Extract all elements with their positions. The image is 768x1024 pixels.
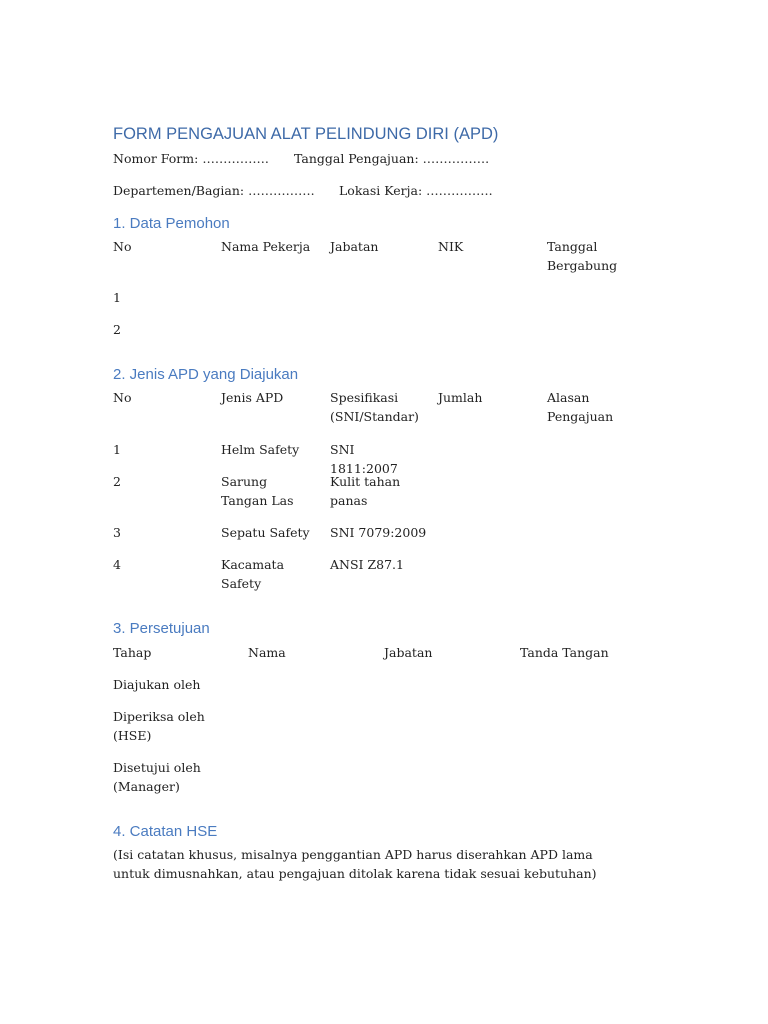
header-cell: Jabatan xyxy=(384,645,433,660)
header-cell: Tanda Tangan xyxy=(520,645,609,660)
row-number: 3 xyxy=(113,525,121,540)
tahap-cell: Diajukan oleh xyxy=(113,677,201,692)
page-title: FORM PENGAJUAN ALAT PELINDUNG DIRI (APD) xyxy=(113,125,499,143)
nomor-form-field: Nomor Form: ……………. xyxy=(113,151,269,166)
row-number: 2 xyxy=(113,322,121,337)
row-number: 1 xyxy=(113,442,121,457)
header-cell: Spesifikasi (SNI/Standar) xyxy=(330,390,419,424)
header-cell: NIK xyxy=(438,239,464,254)
tahap-cell: Disetujui oleh (Manager) xyxy=(113,760,201,794)
header-cell: Alasan Pengajuan xyxy=(547,390,614,424)
catatan-text: (Isi catatan khusus, misalnya penggantian APD harus diserahkan APD lama untuk dimusnahkan, atau pengajuan ditolak karena tidak sesuai kebutuhan) xyxy=(113,847,597,881)
header-cell: Jenis APD xyxy=(221,390,284,405)
section-catatan-hse-heading: 4. Catatan HSE xyxy=(113,823,218,840)
spesifikasi-cell: SNI 7079:2009 xyxy=(330,525,427,540)
departemen-field: Departemen/Bagian: ……………. xyxy=(113,183,315,198)
row-number: 4 xyxy=(113,557,121,572)
jenis-apd-cell: Sepatu Safety xyxy=(221,525,310,540)
header-cell: Tanggal Bergabung xyxy=(547,239,618,273)
spesifikasi-cell: Kulit tahan panas xyxy=(330,474,401,508)
header-cell: Nama xyxy=(248,645,286,660)
lokasi-kerja-field: Lokasi Kerja: ……………. xyxy=(339,183,493,198)
header-cell: Jabatan xyxy=(330,239,379,254)
spesifikasi-cell: ANSI Z87.1 xyxy=(330,557,404,572)
header-cell: No xyxy=(113,239,132,254)
tanggal-pengajuan-field: Tanggal Pengajuan: ……………. xyxy=(294,151,490,166)
jenis-apd-cell: Kacamata Safety xyxy=(221,557,285,591)
spesifikasi-cell: SNI 1811:2007 xyxy=(330,442,398,476)
section-jenis-apd-heading: 2. Jenis APD yang Diajukan xyxy=(113,366,299,383)
tahap-cell: Diperiksa oleh (HSE) xyxy=(113,709,205,743)
header-cell: Jumlah xyxy=(438,390,483,405)
header-cell: Tahap xyxy=(113,645,152,660)
header-cell: No xyxy=(113,390,132,405)
section-data-pemohon-heading: 1. Data Pemohon xyxy=(113,215,230,232)
jenis-apd-cell: Helm Safety xyxy=(221,442,300,457)
jenis-apd-cell: Sarung Tangan Las xyxy=(221,474,294,508)
row-number: 1 xyxy=(113,290,121,305)
section-persetujuan-heading: 3. Persetujuan xyxy=(113,620,210,637)
row-number: 2 xyxy=(113,474,121,489)
header-cell: Nama Pekerja xyxy=(221,239,311,254)
